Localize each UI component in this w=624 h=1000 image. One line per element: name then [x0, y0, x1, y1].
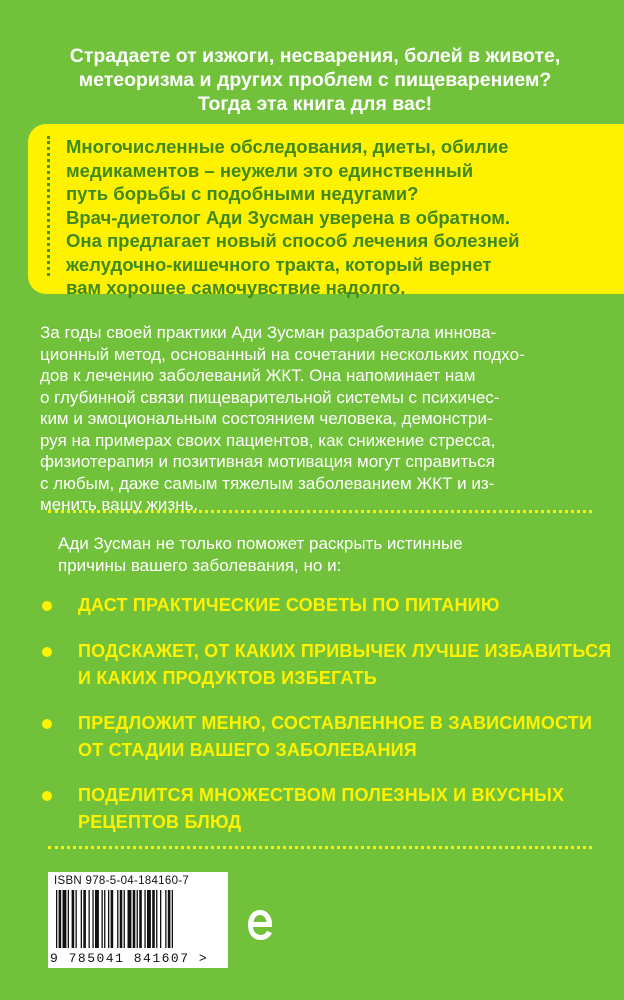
isbn-label: ISBN 978-5-04-184160-7	[54, 875, 190, 887]
barcode-bar	[160, 890, 161, 948]
barcode-bar	[156, 890, 157, 948]
barcode-bar	[144, 890, 145, 948]
barcode-bar	[165, 890, 166, 948]
barcode-bar	[95, 890, 99, 948]
bullet-dot-icon	[42, 791, 52, 801]
callout-line: желудочно-кишечного тракта, который вернет	[66, 253, 492, 275]
intro-line: метеоризма и других проблем с пищеварением?	[78, 69, 552, 91]
barcode-bar	[139, 890, 142, 948]
barcode-bar	[168, 890, 171, 948]
barcode-bar	[108, 890, 109, 948]
barcode-bar	[147, 890, 151, 948]
callout-line: Она предлагает новый способ лечения болезней	[66, 230, 520, 251]
callout-line: Многочисленные обследования, диеты, обилие	[66, 136, 509, 157]
barcode-bar	[59, 890, 62, 948]
barcode-bar	[92, 890, 93, 948]
barcode-bar	[81, 890, 82, 948]
barcode-bar	[104, 890, 105, 948]
barcode-bar	[72, 890, 75, 948]
list-item-text: РЕЦЕПТОВ БЛЮД	[78, 812, 242, 832]
description-line: ким и эмоциональным состоянием человека, демонстри-	[40, 409, 493, 428]
barcode-bar	[89, 890, 90, 948]
list-item-text: ПРЕДЛОЖИТ МЕНЮ, СОСТАВЛЕННОЕ В ЗАВИСИМОСТИ	[78, 713, 593, 733]
barcode-bar	[68, 890, 69, 948]
barcode-number: 9 785041 841607 >	[50, 951, 209, 966]
callout-line: вам хорошее самочувствие надолго.	[66, 277, 406, 298]
list-item-text: И КАКИХ ПРОДУКТОВ ИЗБЕГАТЬ	[78, 668, 378, 688]
barcode-bar	[133, 890, 136, 948]
barcode-bar	[76, 890, 77, 948]
barcode-bar	[137, 890, 138, 948]
barcode-bar	[172, 890, 173, 948]
description-line: дов к лечению заболеваний ЖКТ. Она напоминает нам	[40, 366, 476, 385]
description-text	[40, 322, 588, 516]
description-line: о глубинной связи пищеварительной системы с психичес-	[40, 387, 500, 407]
lead-line: причины вашего заболевания, но и:	[58, 556, 342, 575]
list-item-text: ПОДЕЛИТСЯ МНОЖЕСТВОМ ПОЛЕЗНЫХ И ВКУСНЫХ	[78, 785, 565, 805]
barcode-bar	[120, 890, 123, 948]
barcode-bar	[111, 890, 114, 948]
callout-line: путь борьбы с подобными недугами?	[66, 183, 419, 204]
barcode-bar	[124, 890, 125, 948]
intro-text	[40, 44, 590, 116]
barcode-bar	[102, 890, 103, 948]
bullet-dot-icon	[42, 719, 52, 729]
barcode-bars	[54, 890, 222, 950]
barcode-bar	[83, 890, 86, 948]
callout-line: медикаментов – неужели это единственный	[66, 159, 474, 181]
dotted-divider	[48, 510, 592, 513]
description-line: ционный метод, основанный на сочетании нескольких подхо-	[40, 344, 525, 364]
description-line: с любым, даже самым тяжелым заболеванием ЖКТ и из-	[40, 473, 495, 493]
barcode-bar	[128, 890, 132, 948]
callout-dotted-line	[47, 136, 50, 276]
description-line: За годы своей практики Ади Зусман разработала иннова-	[40, 323, 497, 342]
list-item-text: ОТ СТАДИИ ВАШЕГО ЗАБОЛЕВАНИЯ	[78, 740, 417, 760]
list-item-text: ДАСТ ПРАКТИЧЕСКИЕ СОВЕТЫ ПО ПИТАНИЮ	[78, 595, 500, 615]
barcode-bar	[56, 890, 57, 948]
barcode-bar	[117, 890, 118, 948]
intro-line: Страдаете от изжоги, несварения, болей в животе,	[69, 45, 561, 67]
intro-line: Тогда эта книга для вас!	[197, 93, 433, 115]
description-line: руя на примерах своих пациентов, как снижение стресса,	[40, 430, 496, 450]
callout-text	[66, 135, 606, 300]
barcode-bar	[63, 890, 67, 948]
lead-text	[58, 533, 578, 577]
description-line: физиотерапия и позитивная мотивация могут справиться	[40, 452, 495, 471]
eksmo-e-logo-icon	[246, 906, 274, 944]
list-item-text: ПОДСКАЖЕТ, ОТ КАКИХ ПРИВЫЧЕК ЛУЧШЕ ИЗБАВИТЬСЯ	[78, 641, 612, 661]
bullet-dot-icon	[42, 601, 52, 611]
lead-line: Ади Зусман не только поможет раскрыть истинные	[58, 534, 463, 553]
description-line: менить вашу жизнь.	[40, 495, 199, 514]
barcode-bar	[152, 890, 155, 948]
barcode-panel	[48, 872, 228, 968]
callout-line: Врач-диетолог Ади Зусман уверена в обратном.	[66, 206, 511, 228]
dotted-divider	[48, 846, 592, 849]
bullet-dot-icon	[42, 647, 52, 657]
